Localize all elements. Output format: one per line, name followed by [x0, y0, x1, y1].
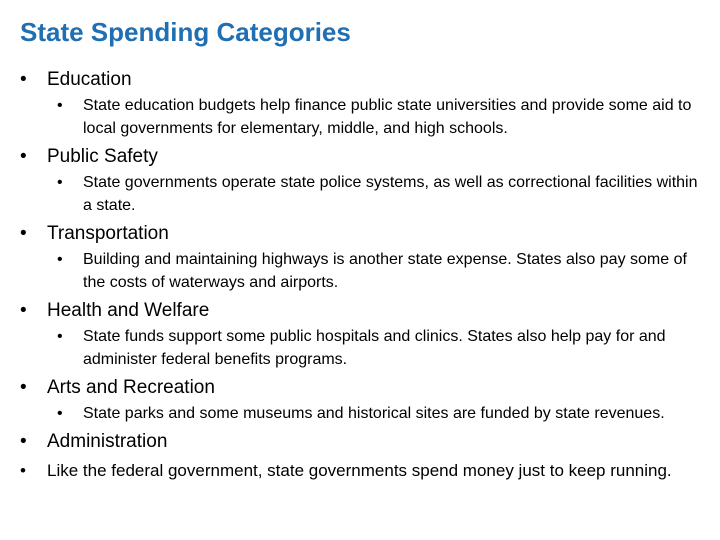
slide-title: State Spending Categories [20, 17, 351, 47]
category-heading: Education [47, 69, 132, 90]
bullet-icon: • [20, 300, 27, 321]
bullet-icon: • [20, 69, 27, 90]
category-detail-text: State education budgets help finance public state universities and provide some aid to local governments for elementary, middle, and high schools. [83, 97, 692, 137]
category-detail [20, 248, 700, 294]
category-heading: Public Safety [47, 146, 158, 167]
bullet-icon: • [57, 251, 63, 268]
category-detail [20, 325, 700, 371]
bullet-icon: • [57, 174, 63, 191]
bullet-icon: • [20, 431, 27, 452]
closing-statement [20, 459, 700, 483]
category-detail [20, 171, 700, 217]
category-heading: Arts and Recreation [47, 377, 215, 398]
category-detail-text: Building and maintaining highways is another state expense. States also pay some of the costs of waterways and airports. [83, 251, 687, 291]
category-arts-recreation [20, 376, 700, 400]
bullet-list [20, 66, 700, 483]
category-education [20, 68, 700, 92]
bullet-icon: • [57, 328, 63, 345]
category-detail-text: State parks and some museums and historical sites are funded by state revenues. [83, 405, 665, 422]
category-administration [20, 430, 700, 454]
category-heading: Transportation [47, 223, 169, 244]
bullet-icon: • [20, 146, 27, 167]
bullet-icon: • [57, 405, 63, 422]
category-public-safety [20, 145, 700, 169]
category-detail-text: State funds support some public hospitals and clinics. States also help pay for and administer federal benefits programs. [83, 328, 666, 368]
closing-text: Like the federal government, state governments spend money just to keep running. [47, 461, 672, 480]
bullet-icon: • [20, 461, 26, 480]
category-detail [20, 402, 700, 425]
category-detail-text: State governments operate state police systems, as well as correctional facilities within a state. [83, 174, 698, 214]
category-detail [20, 94, 700, 140]
category-heading: Administration [47, 431, 168, 452]
category-health-welfare [20, 299, 700, 323]
bullet-icon: • [57, 97, 63, 114]
bullet-icon: • [20, 377, 27, 398]
bullet-icon: • [20, 223, 27, 244]
category-heading: Health and Welfare [47, 300, 210, 321]
category-transportation [20, 222, 700, 246]
